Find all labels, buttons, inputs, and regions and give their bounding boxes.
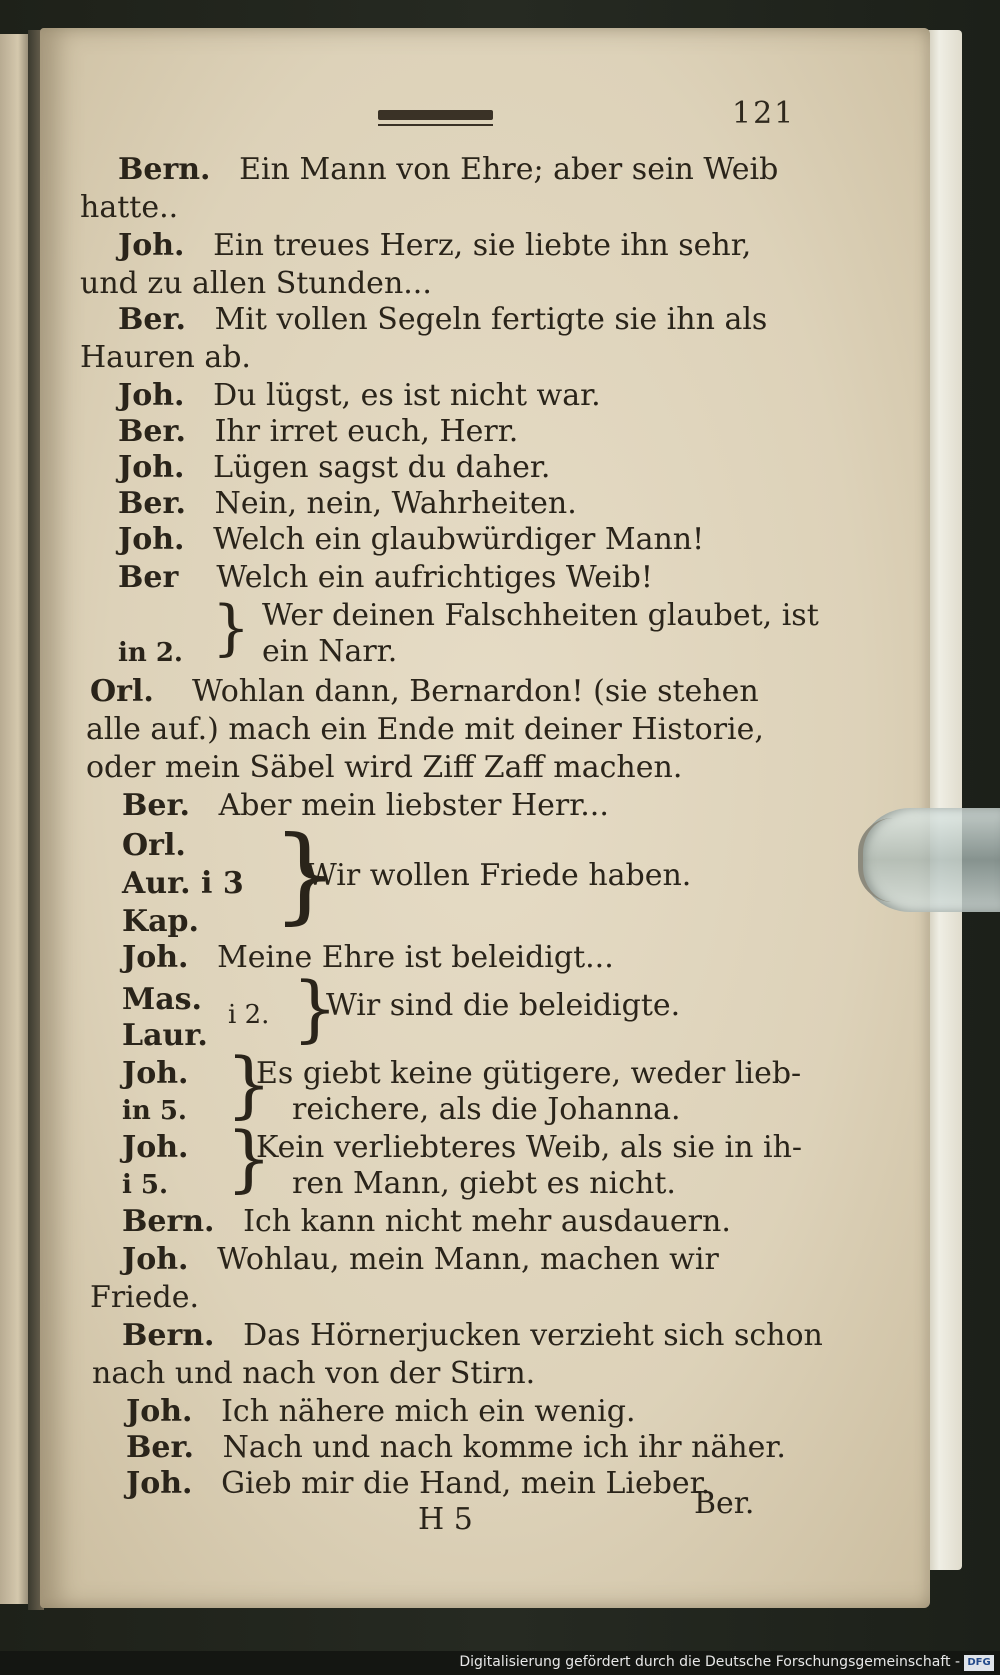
text-line: hatte.. [80,190,179,225]
text-line: Aur. i 3 [122,866,244,901]
brace-mark: } [212,593,251,663]
text-line: Bern. Ich kann nicht mehr ausdauern. [122,1204,731,1239]
text-line: Joh. Du lügst, es ist nicht war. [118,378,601,413]
text-line: Kap. [122,904,199,939]
brace-mark: } [226,1042,272,1126]
header-ornament-rule [378,110,493,120]
text-line: i 5. [122,1170,169,1200]
text-line: Ber. Mit vollen Segeln fertigte sie ihn als [118,302,768,337]
text-line: Wer deinen Falschheiten glaubet, ist [262,598,819,633]
text-line: Joh. Ein treues Herz, sie liebte ihn sehr, [118,228,752,263]
text-line: Ber. Aber mein liebster Herr... [122,788,609,823]
text-line: Kein verliebteres Weib, als sie in ih- [256,1130,803,1165]
text-line: Laur. [122,1018,208,1053]
signature-mark: H 5 [418,1502,473,1537]
text-line: Joh. [122,1130,189,1165]
digitization-footer [0,1651,1000,1675]
text-line: Joh. [122,1056,189,1091]
text-line: Ber Welch ein aufrichtiges Weib! [118,560,653,595]
text-line: nach und nach von der Stirn. [92,1356,536,1391]
text-line: Bern. Ein Mann von Ehre; aber sein Weib [118,152,779,187]
text-line: Wir wollen Friede haben. [306,858,692,893]
page-number: 121 [732,96,796,131]
text-line: alle auf.) mach ein Ende mit deiner Historie, [86,712,764,747]
text-line: Mas. [122,982,202,1017]
text-line: Hauren ab. [80,340,251,375]
catchword: Ber. [694,1486,755,1521]
text-line: Friede. [90,1280,199,1315]
text-line: ein Narr. [262,634,398,669]
text-line: Ber. Nach und nach komme ich ihr näher. [126,1430,786,1465]
text-line: Joh. Gieb mir die Hand, mein Lieber. [126,1466,711,1501]
text-line: oder mein Säbel wird Ziff Zaff machen. [86,750,683,785]
text-line: Joh. Wohlau, mein Mann, machen wir [122,1242,719,1277]
text-line: in 2. [118,638,183,668]
text-line: Joh. Ich nähere mich ein wenig. [126,1394,636,1429]
facing-page-edge [0,34,30,1604]
text-line: reichere, als die Johanna. [292,1092,681,1127]
text-line: Wir sind die beleidigte. [326,988,681,1023]
brace-mark: } [226,1116,272,1200]
text-line: Ber. Nein, nein, Wahrheiten. [118,486,577,521]
brace-mark: } [272,813,339,935]
text-line: Joh. Lügen sagst du daher. [118,450,551,485]
text-line: Es giebt keine gütigere, weder lieb- [256,1056,802,1091]
footer-credit: Digitalisierung gefördert durch die Deutsche Forschungsgemeinschaft - [459,1654,960,1670]
text-line: Joh. Meine Ehre ist beleidigt... [122,940,614,975]
text-line: in 5. [122,1096,187,1126]
text-line: ren Mann, giebt es nicht. [292,1166,676,1201]
brace-mark: } [292,966,338,1050]
text-line: i 2. [228,1000,270,1030]
text-line: Bern. Das Hörnerjucken verzieht sich schon [122,1318,823,1353]
text-line: Ber. Ihr irret euch, Herr. [118,414,519,449]
text-line: Orl. [122,828,186,863]
text-line: Orl. Wohlan dann, Bernardon! (sie stehen [90,674,759,709]
text-line: Joh. Welch ein glaubwürdiger Mann! [118,522,705,557]
dfg-logo: DFG [964,1655,994,1671]
text-line: und zu allen Stunden... [80,266,432,301]
